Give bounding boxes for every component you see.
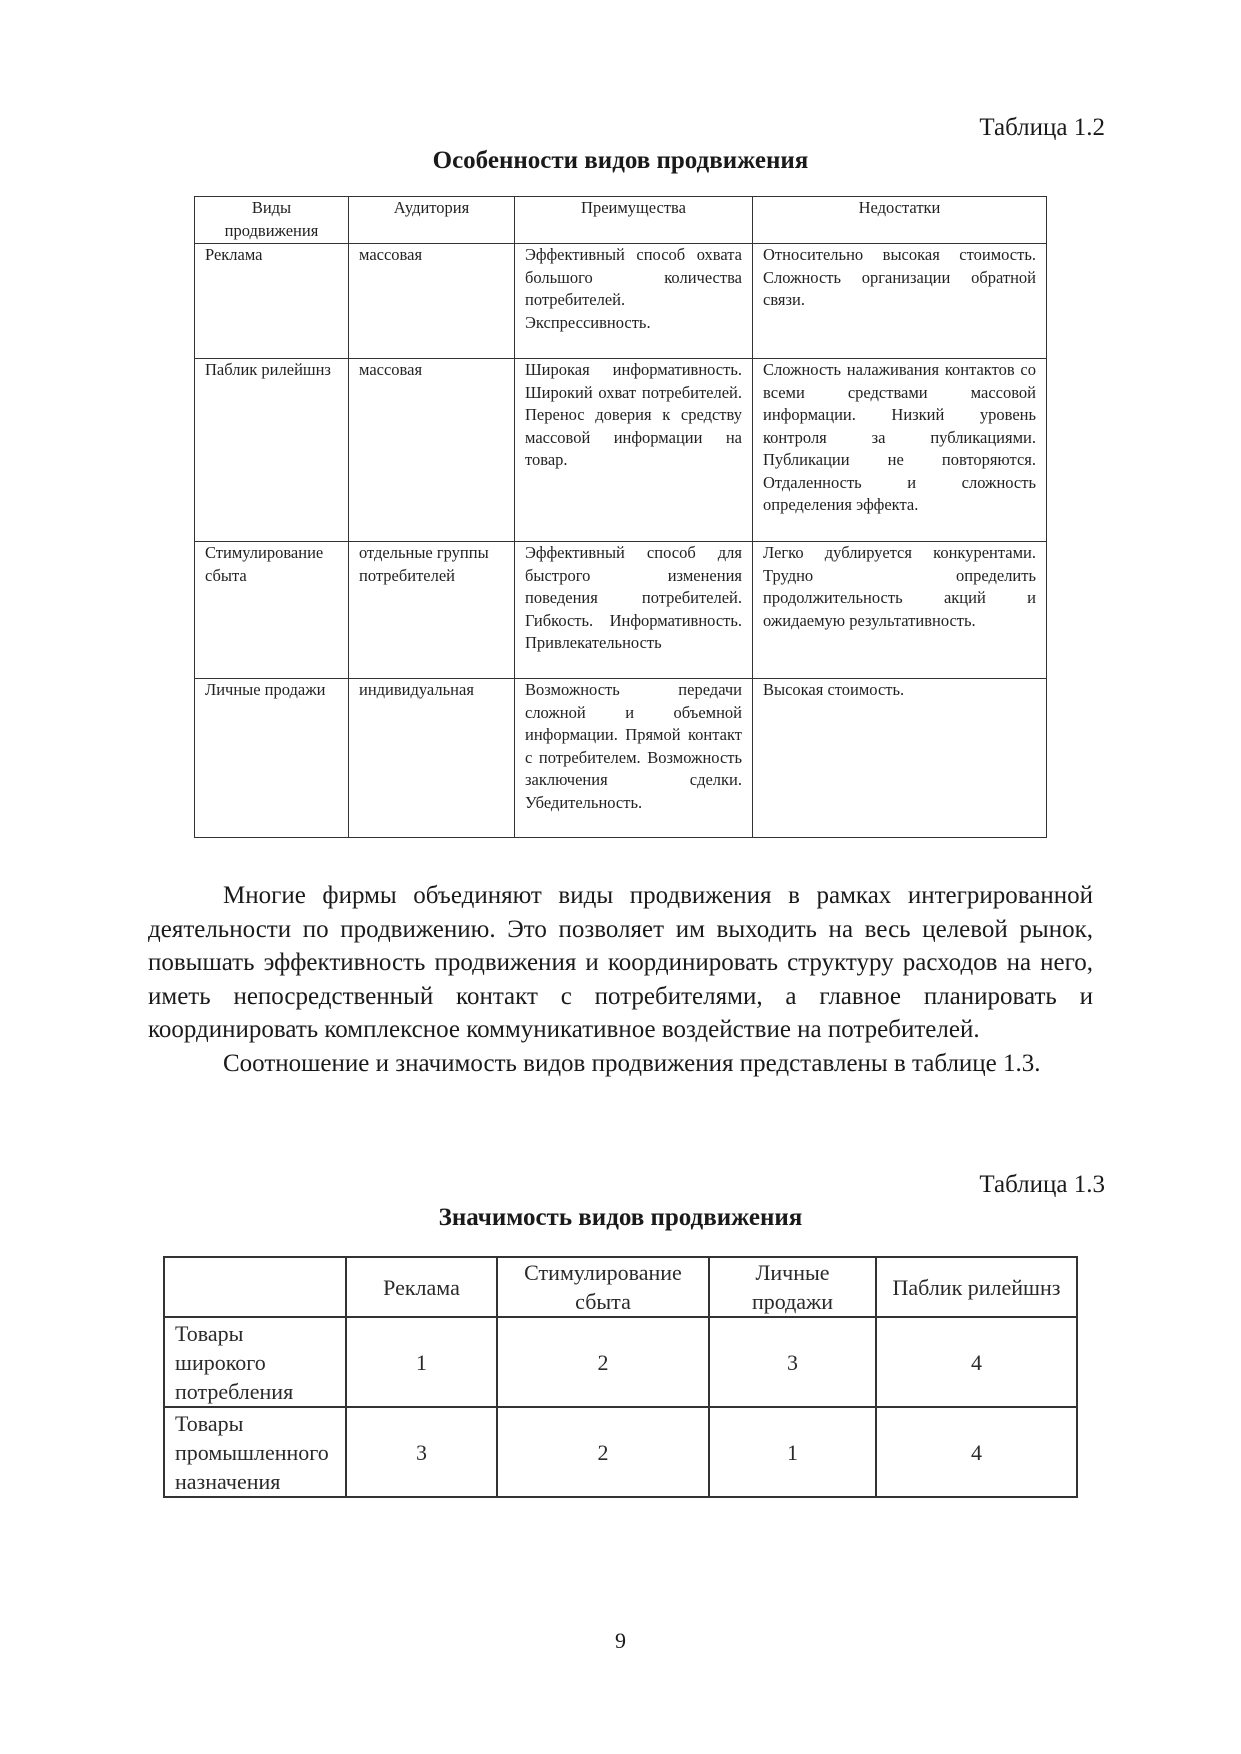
cell-type: Стимулирование сбыта [195,542,349,679]
table-1-3-caption: Таблица 1.3 [979,1171,1105,1198]
table-row [195,244,1047,359]
row-label: Товары промышленного назначения [164,1407,346,1497]
header-advantages: Преимущества [515,197,753,244]
cell-advantages: Эффективный способ охвата большого количества потребителей. Экспрессивность. [515,244,753,359]
table-row [195,679,1047,838]
table-1-3-title: Значимость видов продвижения [438,1204,803,1231]
header-public-relations: Паблик рилейшнз [876,1257,1077,1317]
cell-value: 3 [346,1407,497,1497]
paragraph-integrated-promotion: Многие фирмы объединяют виды продвижения в рамках интегрированной деятельности по продвижению. Это позволяет им выходить на весь целевой рынок, повышать эффективность продвижения и координировать структуру расходов на него, иметь непосредственный контакт с потребителями, а главное планировать и координировать комплексное коммуникативное воздействие на потребителей. [148,882,1093,1043]
cell-audience: массовая [349,359,515,542]
table-1-2-title: Особенности видов продвижения [432,147,809,174]
header-sales-promotion: Стимулирование сбыта [497,1257,709,1317]
promotion-significance-table [163,1256,1078,1498]
header-advertising: Реклама [346,1257,497,1317]
header-audience: Аудитория [349,197,515,244]
table-1-2-caption: Таблица 1.2 [979,114,1105,141]
cell-value: 1 [346,1317,497,1407]
cell-disadvantages: Легко дублируется конкурентами. Трудно определить продолжительность акций и ожидаемую результативность. [753,542,1047,679]
table-header-row [195,197,1047,244]
table-row [195,359,1047,542]
cell-type: Личные продажи [195,679,349,838]
table-row [164,1317,1077,1407]
cell-audience: массовая [349,244,515,359]
cell-advantages: Широкая информативность. Широкий охват потребителей. Перенос доверия к средству массовой информации на товар. [515,359,753,542]
page-number: 9 [615,1628,626,1653]
cell-audience: индивидуальная [349,679,515,838]
header-personal-selling: Личные продажи [709,1257,876,1317]
table-row [164,1407,1077,1497]
table-row [195,542,1047,679]
cell-disadvantages: Сложность налаживания контактов со всеми средствами массовой информации. Низкий уровень контроля за публикациями. Публикации не повторяются. Отдаленность и сложность определения эффекта. [753,359,1047,542]
cell-value: 2 [497,1407,709,1497]
row-label: Товары широкого потребления [164,1317,346,1407]
cell-advantages: Возможность передачи сложной и объемной информации. Прямой контакт с потребителем. Возможность заключения сделки. Убедительность. [515,679,753,838]
cell-disadvantages: Высокая стоимость. [753,679,1047,838]
cell-type: Реклама [195,244,349,359]
header-promotion-type: Виды продвижения [195,197,349,244]
cell-value: 4 [876,1317,1077,1407]
cell-type: Паблик рилейшнз [195,359,349,542]
cell-value: 2 [497,1317,709,1407]
table-header-row [164,1257,1077,1317]
cell-value: 3 [709,1317,876,1407]
cell-value: 4 [876,1407,1077,1497]
paragraph-table-reference: Соотношение и значимость видов продвижения представлены в таблице 1.3. [223,1049,1041,1077]
header-disadvantages: Недостатки [753,197,1047,244]
header-empty [164,1257,346,1317]
cell-disadvantages: Относительно высокая стоимость. Сложность организации обратной связи. [753,244,1047,359]
cell-audience: отдельные группы потребителей [349,542,515,679]
body-text [148,879,1093,1080]
cell-advantages: Эффективный способ для быстрого изменения поведения потребителей. Гибкость. Информативность. Привлекательность [515,542,753,679]
cell-value: 1 [709,1407,876,1497]
promotion-features-table [194,196,1047,838]
